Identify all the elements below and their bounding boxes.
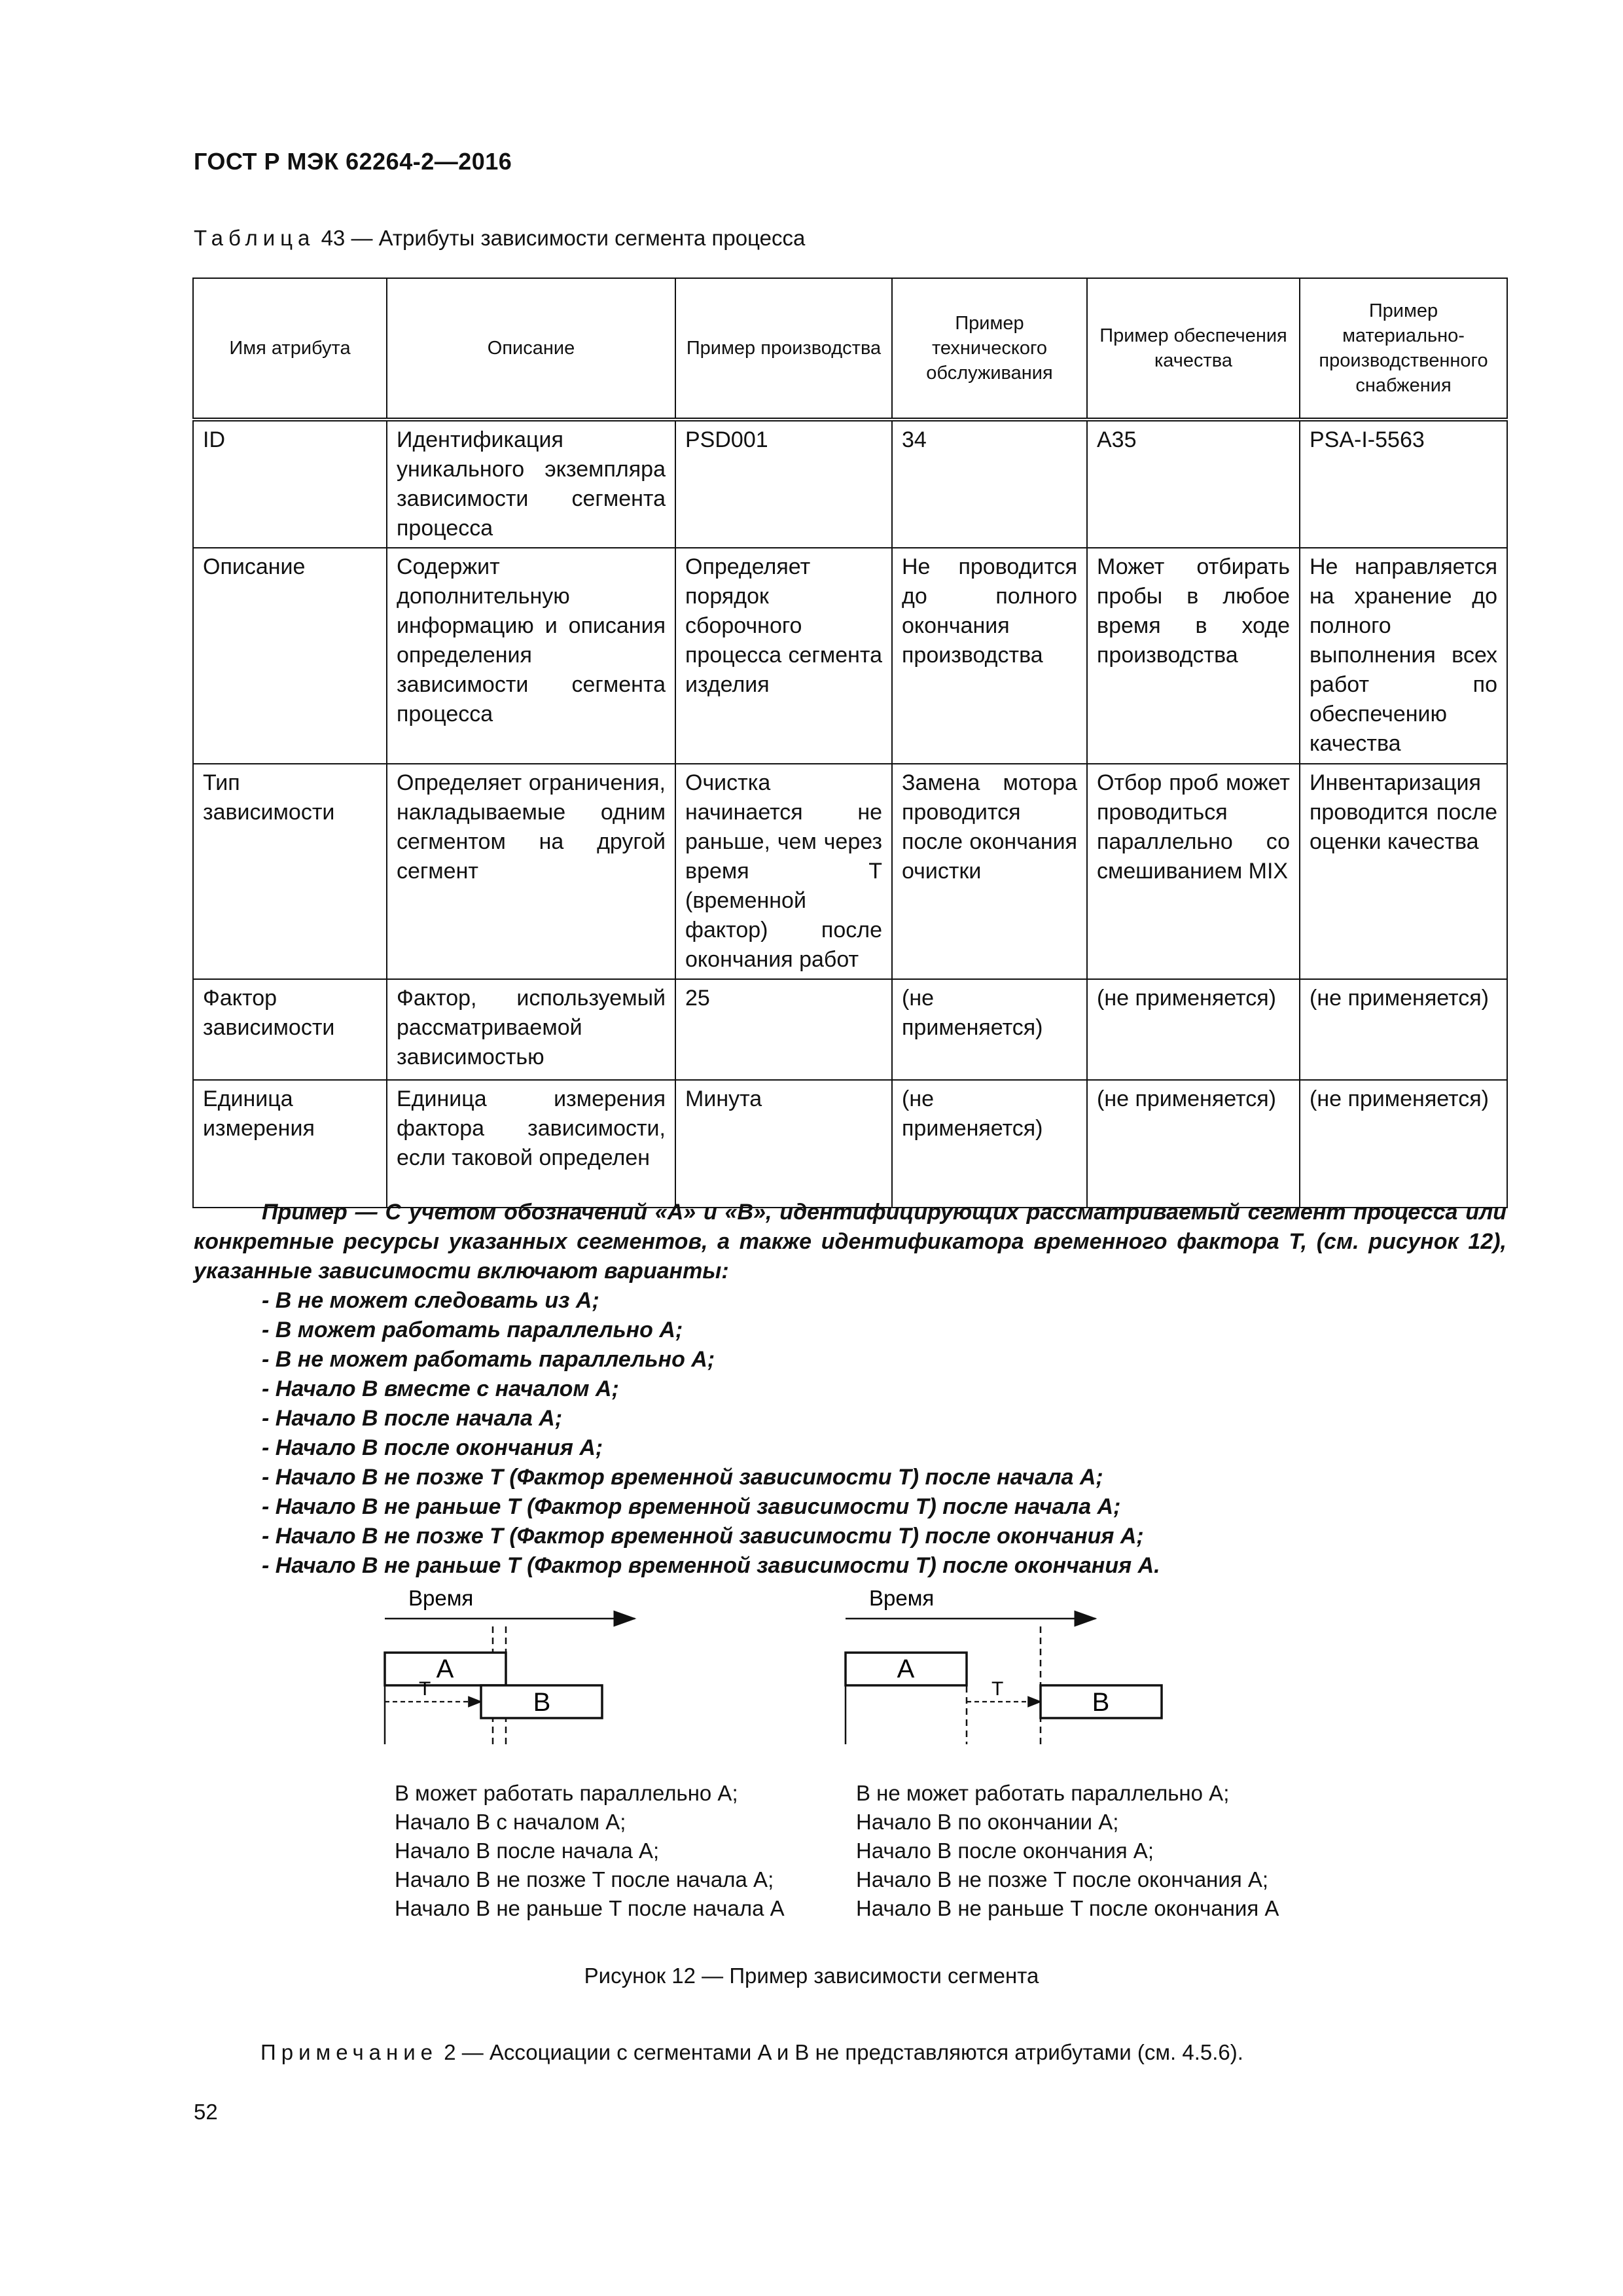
list-item: - Начало B вместе с началом A; — [262, 1376, 619, 1401]
column-header: Имя атрибута — [193, 278, 387, 420]
table-cell: Тип зависимости — [193, 764, 387, 979]
table-cell: 25 — [675, 979, 892, 1080]
column-header: Пример обеспечения качества — [1087, 278, 1300, 420]
caption-line: Начало B не раньше T после окончания A — [856, 1896, 1279, 1920]
time-label: Время — [869, 1590, 935, 1610]
table-cell: Фактор зависимости — [193, 979, 387, 1080]
table-cell: Фактор, используемый рассматриваемой зависимостью — [387, 979, 675, 1080]
list-item: - Начало B не раньше T (Фактор временной зависимости T) после начала A; — [262, 1494, 1121, 1519]
right-diagram-caption — [856, 1779, 1279, 1923]
list-item: - B может работать параллельно A; — [262, 1318, 683, 1342]
table-cell: Минута — [675, 1080, 892, 1208]
table-cell: PSA-I-5563 — [1300, 420, 1507, 548]
caption-line: B может работать параллельно A; — [395, 1781, 738, 1805]
time-factor-label: T — [419, 1678, 431, 1700]
table-cell-text: Очистка начинается не раньше, чем через время T (временной фактор) после окончания работ — [685, 770, 882, 972]
figure-title: Рисунок 12 — Пример зависимости сегмента — [584, 1964, 1039, 1988]
table-cell: Определяет ограничения, накладываемые одним сегментом на другой сегмент — [387, 764, 675, 979]
list-item: - Начало B не позже T (Фактор временной зависимости T) после начала A; — [262, 1465, 1103, 1490]
table-row — [193, 548, 1507, 764]
column-header: Описание — [387, 278, 675, 420]
column-header: Пример материально-производственного снабжения — [1300, 278, 1507, 420]
caption-line: B не может работать параллельно A; — [856, 1781, 1230, 1805]
figure-12 — [366, 1590, 1361, 1937]
table-cell: 34 — [892, 420, 1087, 548]
left-diagram — [385, 1590, 635, 1744]
table-cell: Инвентаризация проводится после оценки качества — [1300, 764, 1507, 979]
table-cell: (не применяется) — [1300, 1080, 1507, 1208]
table-cell: (не применяется) — [892, 979, 1087, 1080]
left-diagram-caption — [395, 1779, 785, 1923]
table-cell: PSD001 — [675, 420, 892, 548]
table-cell: Отбор проб может проводиться параллельно со смешиванием MIX — [1087, 764, 1300, 979]
table-cell: A35 — [1087, 420, 1300, 548]
table-row — [193, 764, 1507, 979]
caption-line: Начало B с началом A; — [395, 1810, 626, 1834]
column-header: Пример технического обслуживания — [892, 278, 1087, 420]
table-caption-title: — Атрибуты зависимости сегмента процесса — [351, 226, 806, 250]
table-cell: ID — [193, 420, 387, 548]
list-item: - Начало B не позже T (Фактор временной зависимости T) после окончания A; — [262, 1524, 1144, 1549]
table-cell: Описание — [193, 548, 387, 764]
table-caption-label: Таблица — [194, 226, 315, 250]
table-cell: Единица измерения фактора зависимости, если таковой определен — [387, 1080, 675, 1208]
example-block — [194, 1198, 1507, 1581]
table-row — [193, 420, 1507, 548]
list-item: - B не может следовать из A; — [262, 1288, 599, 1313]
table-cell: Не направляется на хранение до полного выполнения всех работ по обеспечению качества — [1300, 548, 1507, 764]
table-row — [193, 1080, 1507, 1208]
caption-line: Начало B не позже T после начала A; — [395, 1867, 774, 1892]
note-number: 2 — [444, 2040, 456, 2064]
time-label: Время — [408, 1590, 474, 1610]
list-item: - Начало B после окончания A; — [262, 1435, 603, 1460]
attributes-table — [192, 278, 1508, 1208]
caption-line: Начало B после начала A; — [395, 1839, 660, 1863]
table-cell: Замена мотора проводится после окончания очистки — [892, 764, 1087, 979]
table-cell: (не применяется) — [1087, 979, 1300, 1080]
table-cell: Содержит дополнительную информацию и описания определения зависимости сегмента процесса — [387, 548, 675, 764]
segment-a-label: A — [897, 1655, 915, 1683]
table-cell: Определяет порядок сборочного процесса сегмента изделия — [675, 548, 892, 764]
page-number: 52 — [194, 2100, 218, 2124]
table-cell: Не проводится до полного окончания производства — [892, 548, 1087, 764]
caption-line: Начало B не раньше T после начала A — [395, 1896, 785, 1920]
table-cell: Может отбирать пробы в любое время в ходе производства — [1087, 548, 1300, 764]
note-label: Примечание — [260, 2040, 438, 2064]
caption-line: Начало B не позже T после окончания A; — [856, 1867, 1269, 1892]
table-cell — [675, 764, 892, 979]
list-item: - B не может работать параллельно A; — [262, 1347, 715, 1372]
note-text: — Ассоциации с сегментами A и B не представляются атрибутами (см. 4.5.6). — [461, 2040, 1243, 2064]
table-caption — [194, 226, 805, 251]
time-factor-label: T — [991, 1678, 1004, 1700]
caption-line: Начало B по окончании A; — [856, 1810, 1119, 1834]
caption-line: Начало B после окончания A; — [856, 1839, 1154, 1863]
note — [260, 2040, 1243, 2065]
list-item: - Начало B после начала A; — [262, 1406, 563, 1431]
table-caption-number: 43 — [321, 226, 346, 250]
standard-header: ГОСТ Р МЭК 62264-2—2016 — [194, 148, 512, 175]
list-item: - Начало B не раньше T (Фактор временной зависимости T) после окончания A. — [262, 1553, 1160, 1578]
table-cell: (не применяется) — [1300, 979, 1507, 1080]
table-cell: (не применяется) — [1087, 1080, 1300, 1208]
segment-b-label: B — [1092, 1688, 1110, 1717]
segment-a-label: A — [436, 1655, 454, 1683]
example-list — [194, 1286, 1507, 1581]
table-cell: Единица измерения — [193, 1080, 387, 1208]
table-cell: (не применяется) — [892, 1080, 1087, 1208]
table-row — [193, 979, 1507, 1080]
example-intro: Пример — С учетом обозначений «A» и «B», идентифицирующих рассматриваемый сегмент процесса или конкретные ресурсы указанных сегментов, а также идентификатора временного фактора T, (см. рисунок 12), указанные зависимости включают варианты: — [194, 1200, 1507, 1283]
column-header: Пример производства — [675, 278, 892, 420]
segment-b-label: B — [533, 1688, 551, 1717]
table-header-row — [193, 278, 1507, 420]
right-diagram — [846, 1590, 1162, 1744]
table-cell: Идентификация уникального экземпляра зависимости сегмента процесса — [387, 420, 675, 548]
